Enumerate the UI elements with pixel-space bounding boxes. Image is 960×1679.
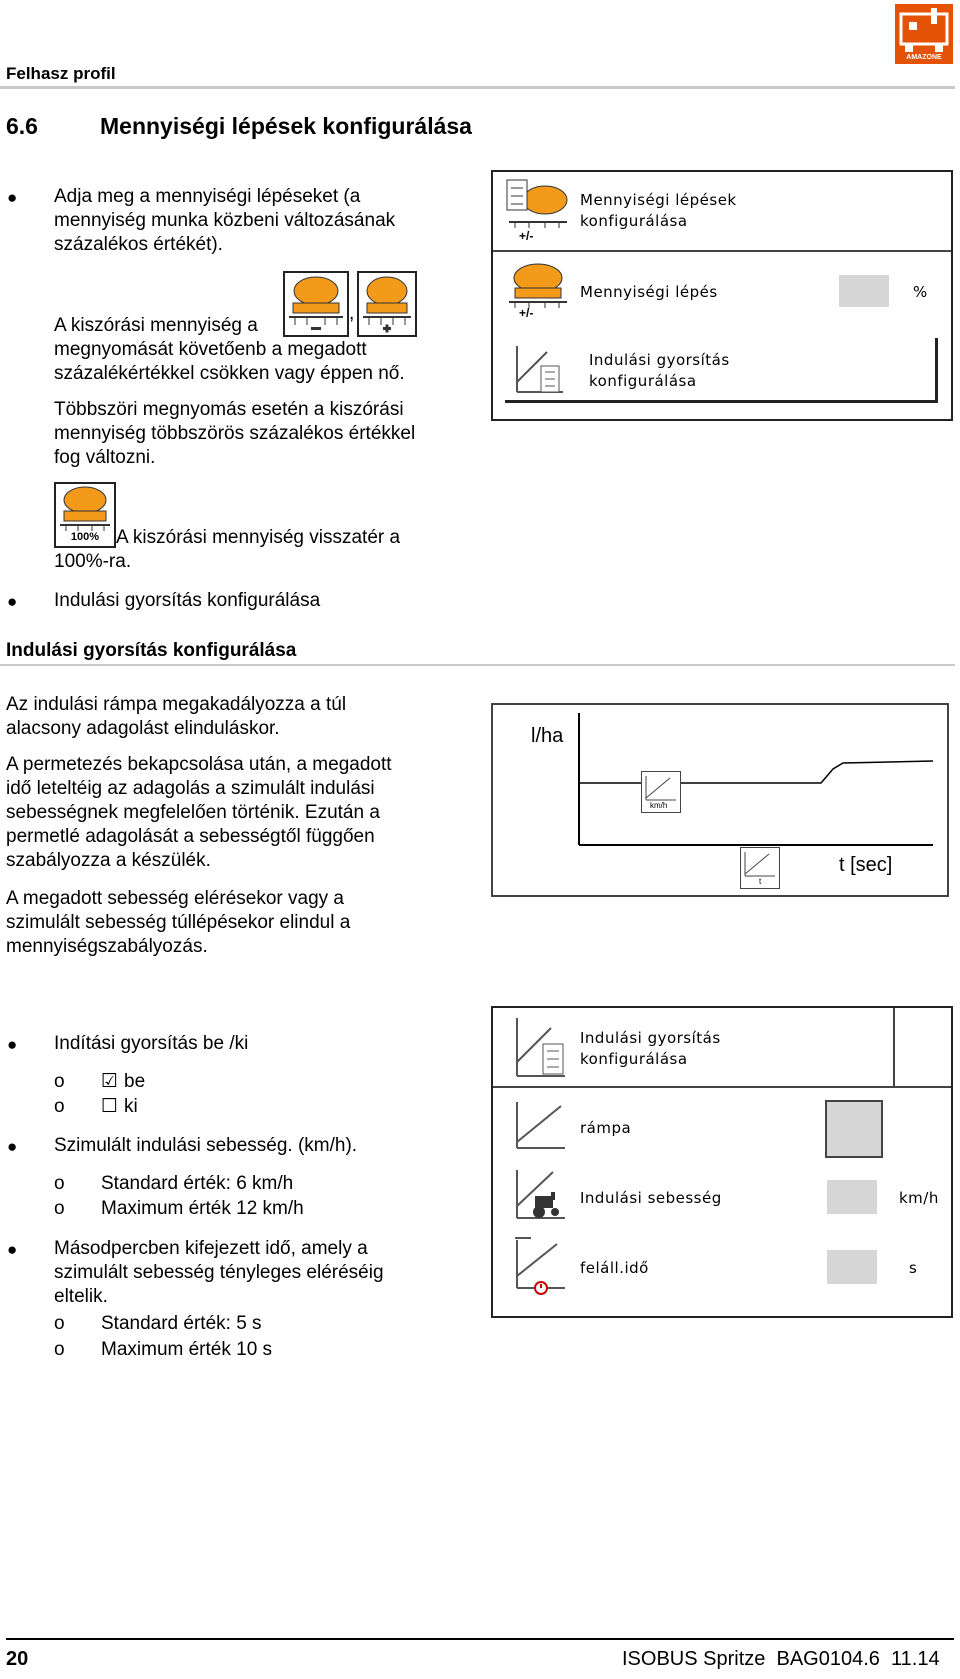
list-b1: Indítási gyorsítás be /ki [54, 1033, 249, 1054]
kmh-icon-label: km/h [650, 801, 668, 810]
section2-para1-line: Az indulási rámpa megakadályozza a túl [6, 694, 347, 715]
time-ramp-icon [740, 847, 780, 889]
intro-reset-text: A kiszórási mennyiség visszatér a [116, 527, 401, 548]
section2-para3 [6, 887, 350, 959]
panel2-row3-label: Indulási sebesség [580, 1189, 722, 1207]
sub-bullet-icon: o [54, 1313, 65, 1334]
intro-para1 [54, 338, 405, 386]
intro-para2-line: Többszöri megnyomás esetén a kiszórási [54, 399, 404, 420]
section-title: Mennyiségi lépések konfigurálása [100, 113, 472, 139]
quantity-steps-config-icon [505, 178, 571, 244]
amazone-logo [895, 4, 953, 64]
rate-plus-icon [357, 271, 417, 337]
quantity-step-icon [505, 260, 571, 322]
ramp-toggle-field[interactable] [825, 1100, 883, 1158]
checkbox-off-icon: ☐ [101, 1096, 119, 1117]
intro-para2 [54, 398, 415, 470]
section2-para2 [6, 753, 392, 873]
page-number: 20 [6, 1648, 29, 1670]
rate-curve [579, 761, 933, 783]
panel2-row1-line: Indulási gyorsítás [580, 1029, 721, 1047]
intro-bullet1 [54, 185, 395, 257]
intro-bullet1-line: Adja meg a mennyiségi lépéseket (a [54, 186, 361, 207]
panel-divider [493, 250, 951, 252]
subsection-divider [0, 664, 955, 666]
section2-para2-line: permetlé adagolását a sebességtől függően [6, 826, 375, 847]
bullet-icon: ● [7, 1240, 18, 1259]
start-ramp-config-panel [491, 1006, 953, 1318]
graph-ylabel: l/ha [531, 725, 564, 747]
footer-divider [6, 1638, 954, 1640]
panel2-row2-label: rámpa [580, 1119, 632, 1137]
speed-ramp-icon [641, 771, 681, 813]
tractor-speed-icon [511, 1166, 569, 1224]
panel1-row3-label [589, 350, 730, 392]
panel-divider [493, 1086, 951, 1088]
list-b3-opt2: Maximum érték 10 s [101, 1339, 273, 1360]
bullet-icon: ● [7, 1137, 18, 1156]
panel1-row3-line: Indulási gyorsítás [589, 351, 730, 369]
list-b3-line: Másodpercben kifejezett idő, amely a [54, 1238, 368, 1259]
section2-para2-line: sebességnek megfelelően történik. Ezután a [6, 802, 380, 823]
quantity-step-value-field[interactable] [839, 275, 889, 307]
panel1-row2-label: Mennyiségi lépés [580, 283, 718, 301]
intro-reset-text2: 100%-ra. [54, 551, 132, 572]
sub-bullet-icon: o [54, 1173, 65, 1194]
intro-para1-line: megnyomását követőenb a megadott [54, 339, 367, 360]
bullet-icon: ● [7, 188, 18, 207]
panel2-row4-label: feláll.idő [580, 1259, 649, 1277]
list-b1-opt1: be [124, 1071, 146, 1092]
ramp-icon [511, 1098, 569, 1154]
intro-para1-line: százalékértékkel csökken vagy éppen nő. [54, 363, 405, 384]
intro-para1-start: A kiszórási mennyiség a [54, 315, 258, 336]
list-b3 [54, 1237, 384, 1309]
checkbox-on-icon: ☑ [101, 1071, 119, 1092]
list-b2: Szimulált indulási sebesség. (km/h). [54, 1135, 358, 1156]
bullet-icon: ● [7, 592, 18, 611]
panel-divider [893, 1008, 895, 1086]
intro-bullet2: Indulási gyorsítás konfigurálása [54, 590, 321, 611]
list-b1-opt2: ki [124, 1096, 138, 1117]
ramp-time-value-field[interactable] [827, 1250, 877, 1284]
panel1-row2-unit: % [913, 283, 928, 301]
ramp-time-icon [511, 1236, 569, 1296]
intro-comma: , [349, 303, 355, 324]
section2-para3-line: mennyiségszabályozás. [6, 936, 208, 957]
panel1-row1-line: konfigurálása [580, 212, 688, 230]
plus-minus-label: +/- [519, 306, 534, 320]
start-speed-value-field[interactable] [827, 1180, 877, 1214]
list-b2-opt1: Standard érték: 6 km/h [101, 1173, 294, 1194]
rate-minus-icon [283, 271, 349, 337]
bullet-icon: ● [7, 1035, 18, 1054]
section-number: 6.6 [6, 113, 38, 139]
start-ramp-graph [491, 703, 949, 897]
panel2-row4-unit: s [909, 1259, 918, 1277]
rate-reset-100-icon [54, 482, 116, 548]
panel1-row3-line: konfigurálása [589, 372, 697, 390]
section2-para2-line: A permetezés bekapcsolása után, a megadott [6, 754, 392, 775]
list-b3-opt1: Standard érték: 5 s [101, 1313, 262, 1334]
intro-bullet1-line: mennyiség munka közbeni változásának [54, 210, 396, 231]
list-b3-line: eltelik. [54, 1286, 108, 1307]
ramp-config-icon [511, 1014, 569, 1080]
sub-bullet-icon: o [54, 1198, 65, 1219]
section2-para1-line: alacsony adagolást elinduláskor. [6, 718, 280, 739]
sub-bullet-icon: o [54, 1339, 65, 1360]
header-section-title: Felhasz profil [6, 64, 116, 83]
panel2-row1-line: konfigurálása [580, 1050, 688, 1068]
intro-bullet1-line: százalékos értékét). [54, 234, 223, 255]
reset-100-label: 100% [70, 531, 100, 543]
intro-para2-line: fog változni. [54, 447, 156, 468]
section2-para3-line: A megadott sebesség elérésekor vagy a [6, 888, 344, 909]
document-id: ISOBUS Spritze BAG0104.6 11.14 [622, 1648, 940, 1670]
sub-bullet-icon: o [54, 1071, 65, 1092]
list-b2-opt2: Maximum érték 12 km/h [101, 1198, 304, 1219]
panel1-row1-label [580, 190, 737, 232]
section2-para2-line: szabályozza a készülék. [6, 850, 211, 871]
graph-xlabel: t [sec] [839, 854, 893, 876]
section2-para3-line: szimulált sebesség túllépésekor elindul a [6, 912, 351, 933]
panel1-row1-line: Mennyiségi lépések [580, 191, 737, 209]
list-b3-line: szimulált sebesség tényleges eléréséig [54, 1262, 384, 1283]
intro-para2-line: mennyiség többszörös százalékos értékkel [54, 423, 416, 444]
section2-para1 [6, 693, 346, 741]
quantity-steps-panel [491, 170, 953, 421]
start-ramp-config-button[interactable] [505, 338, 938, 403]
section2-para2-line: idő leteltéig az adagolás a szimulált indulási [6, 778, 375, 799]
panel2-row1-label [580, 1028, 721, 1070]
sub-bullet-icon: o [54, 1096, 65, 1117]
logo-text: AMAZONE [906, 54, 942, 61]
t-icon-label: t [759, 877, 762, 886]
subsection-title: Indulási gyorsítás konfigurálása [6, 640, 297, 661]
panel2-row3-unit: km/h [899, 1189, 939, 1207]
plus-minus-label: +/- [519, 229, 534, 243]
ramp-config-icon [511, 342, 567, 396]
header-divider [0, 86, 955, 89]
